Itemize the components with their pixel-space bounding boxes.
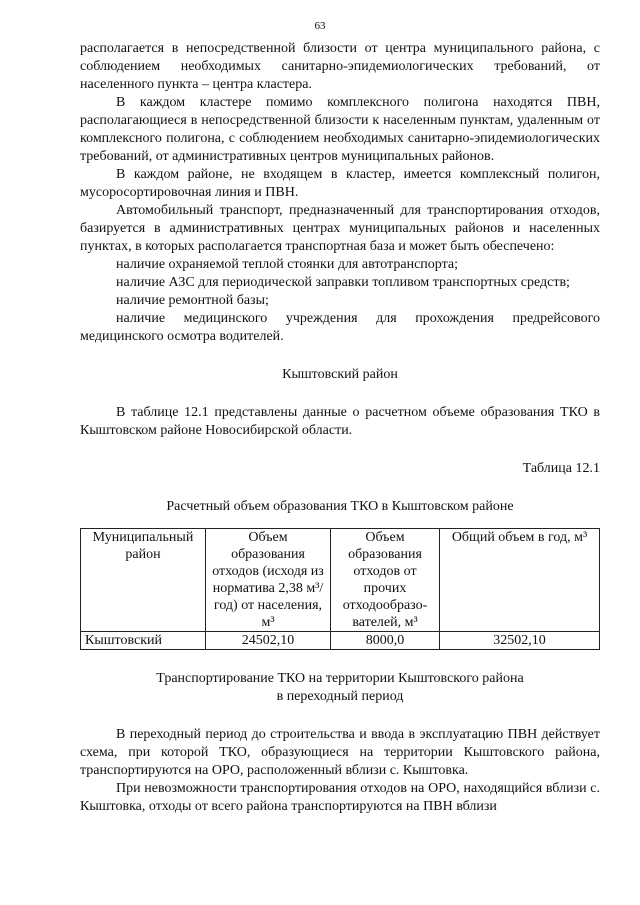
table-cell: 24502,10 <box>206 632 331 650</box>
paragraph: При невозможности транспортирования отходов на ОРО, находящийся вблизи с. Кыштовка, отходы от всего района транспортируются на ПВН вблизи <box>80 781 600 814</box>
table-header: Объем образования отходов (исходя из норматива 2,38 м³/год) от населения, м³ <box>206 529 331 632</box>
paragraph: располагается в непосредственной близости от центра муниципального района, с соблюдением необходимых санитарно-эпидемиологических требований, от населенного пункта – центра кластера. <box>80 41 600 92</box>
section-title: Кыштовский район <box>282 367 398 382</box>
list-item: наличие АЗС для периодической заправки топливом транспортных средств; <box>116 275 570 290</box>
paragraph: В переходный период до строительства и ввода в эксплуатацию ПВН действует схема, при которой ТКО, образующиеся на территории Кыштовского района, транспортируются на ОРО, расположенный вблизи с. Кыштовка. <box>80 727 600 778</box>
subsection-title: в переходный период <box>276 689 404 704</box>
table-cell: 8000,0 <box>331 632 440 650</box>
subsection-title: Транспортирование ТКО на территории Кыштовского района <box>156 671 524 686</box>
paragraph: В каждом кластере помимо комплексного полигона находятся ПВН, располагающиеся в непосредственной близости к населенным пунктам, удаленным от комплексного полигона, с соблюдением необходимых санитарно-эпидемиологических требований, от административных центров муниципальных районов. <box>80 95 600 164</box>
table-header-row <box>81 529 600 632</box>
table-header: Объем образования отходов от прочих отходообразо-вателей, м³ <box>331 529 440 632</box>
table-cell: Кыштовский <box>81 632 206 650</box>
table-label: Таблица 12.1 <box>522 461 600 476</box>
list-item: наличие охраняемой теплой стоянки для автотранспорта; <box>116 257 459 272</box>
document-body <box>80 40 600 816</box>
table-row <box>81 632 600 650</box>
paragraph: В каждом районе, не входящем в кластер, имеется комплексный полигон, мусоросортировочная линия и ПВН. <box>80 167 600 200</box>
table-header: Муниципальный район <box>81 529 206 632</box>
data-table <box>80 528 600 650</box>
list-item: наличие ремонтной базы; <box>116 293 269 308</box>
list-item: наличие медицинского учреждения для прохождения предрейсового медицинского осмотра водителей. <box>80 311 600 344</box>
page-number: 63 <box>314 20 326 32</box>
paragraph: Автомобильный транспорт, предназначенный для транспортирования отходов, базируется в административных центрах муниципальных районов и населенных пунктах, в которых располагается транспортная база и может быть обеспечено: <box>80 203 600 254</box>
table-cell: 32502,10 <box>440 632 600 650</box>
table-intro: В таблице 12.1 представлены данные о расчетном объеме образования ТКО в Кыштовском районе Новосибирской области. <box>80 405 600 438</box>
table-title: Расчетный объем образования ТКО в Кыштовском районе <box>166 499 514 514</box>
table-header: Общий объем в год, м³ <box>440 529 600 632</box>
